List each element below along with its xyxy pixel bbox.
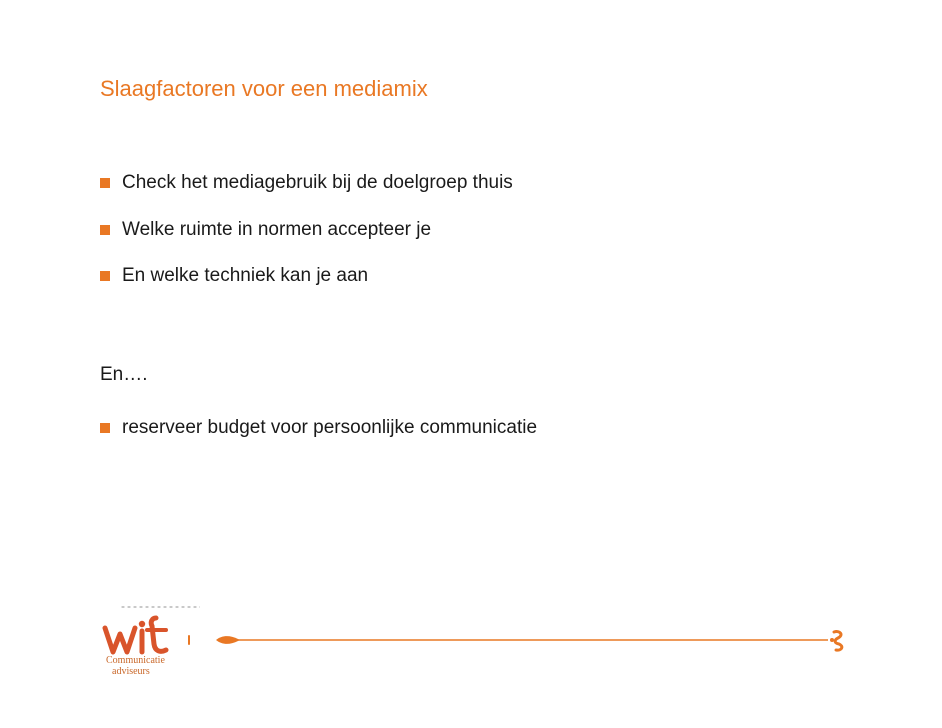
bullet-item: [100, 417, 537, 446]
bullet-text: Check het mediagebruik bij de doelgroep thuis: [122, 172, 513, 193]
bullet-text: Welke ruimte in normen accepteer je: [122, 218, 432, 240]
logo-dots: [120, 606, 200, 608]
bullet-item: [100, 265, 513, 294]
logo-wordmark-icon: [102, 614, 172, 656]
square-bullet-icon: [100, 271, 110, 281]
logo-subtitle-line1: Communicatie: [106, 655, 165, 666]
square-bullet-icon: [100, 178, 110, 188]
square-bullet-icon: [100, 225, 110, 235]
bullet-item: [100, 172, 513, 201]
bullet-text: reserveer budget voor persoonlijke communicatie: [122, 417, 538, 438]
slide-title: Slaagfactoren voor een mediamix: [100, 76, 428, 101]
logo-subtitle-line2: adviseurs: [112, 666, 150, 677]
bullet-text: En welke techniek kan je aan: [122, 265, 369, 286]
decorative-rule-icon: [180, 625, 860, 655]
subheading: En….: [100, 364, 148, 385]
bullet-item: [100, 219, 513, 248]
square-bullet-icon: [100, 423, 110, 433]
bullet-list-2: [100, 417, 537, 464]
bullet-list: [100, 172, 513, 312]
